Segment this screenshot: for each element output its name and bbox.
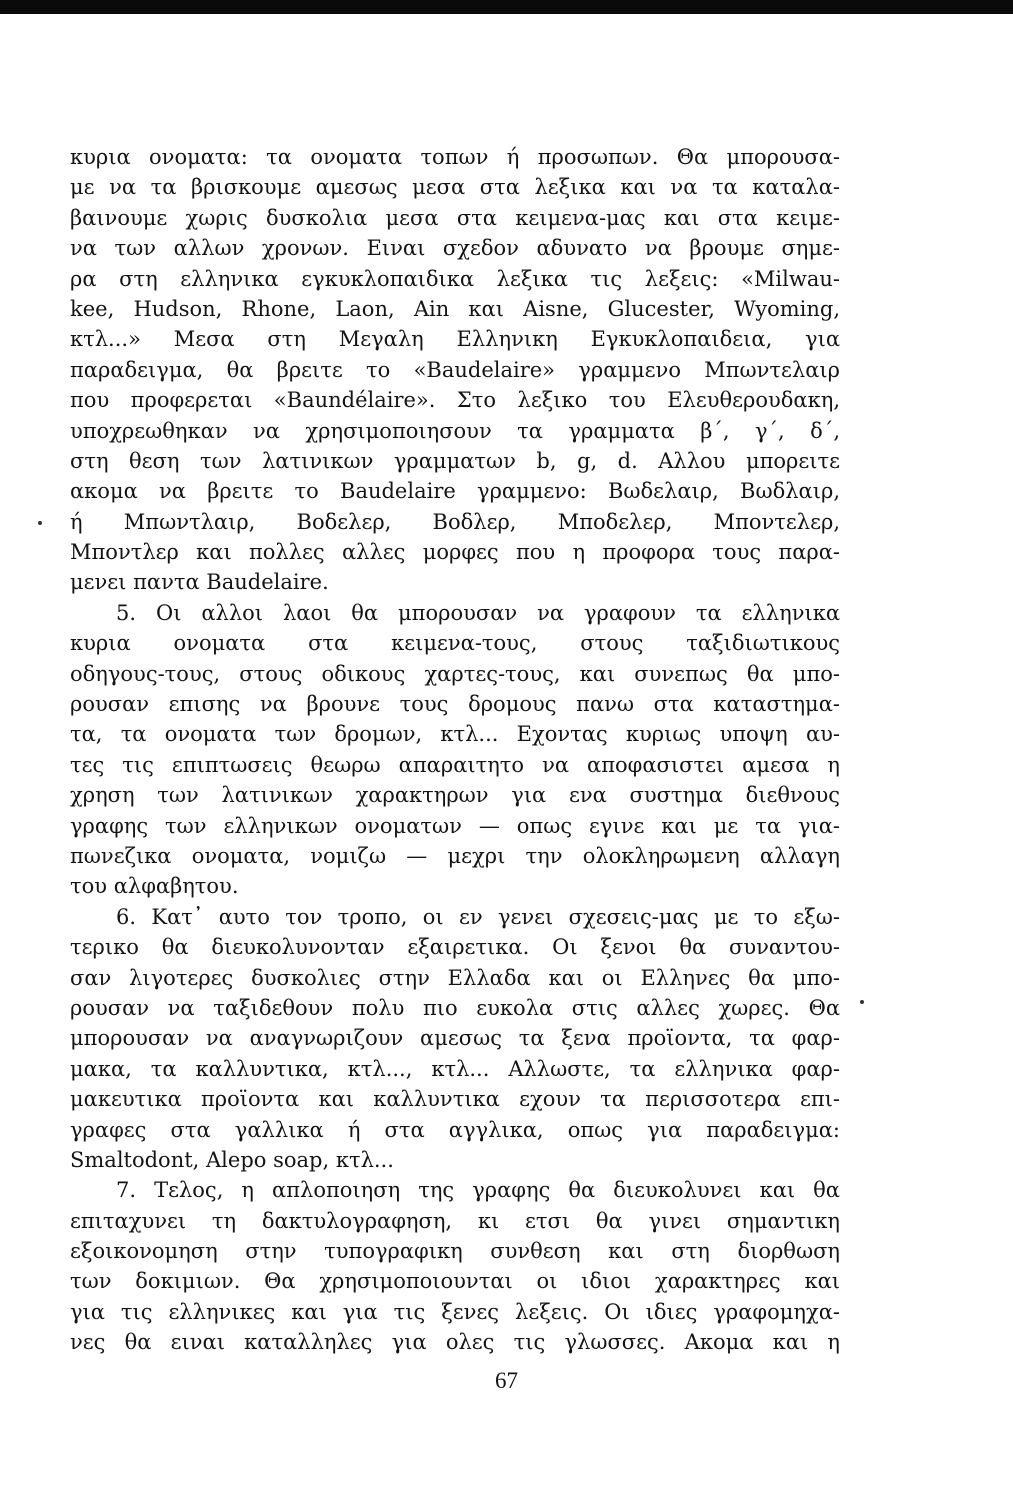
text-line: ρουσαν επισης να βρουνε τους δρομους πανω στα καταστημα-	[70, 692, 840, 717]
text-line: ή Μπωντλαιρ, Βοδελερ, Βοδλερ, Μποδελερ, Μποντελερ,	[70, 509, 840, 534]
text-line: Μποντλερ και πολλες αλλες μορφες που η προφορα τους παρα-	[70, 540, 840, 565]
text-line: χρηση των λατινικων χαρακτηρων για ενα συστημα διεθνους	[70, 783, 840, 808]
text-line: στη θεση των λατινικων γραμματων b, g, d. Αλλου μπορειτε	[70, 448, 840, 473]
body-text	[70, 142, 840, 1358]
margin-dot-left	[38, 521, 42, 525]
text-line: των δοκιμιων. Θα χρησιμοποιουνται οι ιδιοι χαρακτηρες και	[70, 1269, 840, 1294]
text-line: του αλφαβητου.	[70, 874, 239, 899]
text-line: παραδειγμα, θα βρειτε το «Baudelaire» γραμμενο Μπωντελαιρ	[70, 357, 840, 382]
text-line: με να τα βρισκουμε αμεσως μεσα στα λεξικα και να τα καταλα-	[70, 175, 840, 200]
text-line: επιταχυνει τη δακτυλογραφηση, κι ετσι θα γινει σημαντικη	[70, 1208, 840, 1233]
text-line: να των αλλων χρονων. Ειναι σχεδον αδυνατο να βρουμε σημε-	[70, 236, 840, 261]
text-line: υποχρεωθηκαν να χρησιμοποιησουν τα γραμματα β΄, γ΄, δ΄,	[70, 418, 840, 443]
margin-dot-right	[860, 1000, 864, 1004]
paragraph-7-start: 7. Τελος, η απλοποιηση της γραφης θα διευκολυνει και θα	[116, 1178, 840, 1203]
text-line: ρουσαν να ταξιδεθουν πολυ πιο ευκολα στις αλλες χωρες. Θα	[70, 995, 840, 1020]
page-top-border	[0, 0, 1013, 14]
text-line: kee, Hudson, Rhone, Laon, Ain και Aisne, Glucester, Wyoming,	[70, 296, 840, 321]
text-line: πωνεζικα ονοματα, νομιζω — μεχρι την ολοκληρωμενη αλλαγη	[70, 843, 840, 868]
text-line: ακομα να βρειτε το Baudelaire γραμμενο: Βωδελαιρ, Βωδλαιρ,	[70, 479, 840, 504]
text-line: μπορουσαν να αναγνωριζουν αμεσως τα ξενα προϊοντα, τα φαρ-	[70, 1026, 840, 1051]
text-line: βαινουμε χωρις δυσκολια μεσα στα κειμενα-μας και στα κειμε-	[70, 205, 840, 230]
text-line: εξοικονομηση στην τυπογραφικη συνθεση και στη διορθωση	[70, 1239, 840, 1264]
text-line: σαν λιγοτερες δυσκολιες στην Ελλαδα και οι Ελληνες θα μπο-	[70, 965, 840, 990]
text-line: γραφης των ελληνικων ονοματων — οπως εγινε και με τα για-	[70, 813, 840, 838]
text-line: γραφες στα γαλλικα ή στα αγγλικα, οπως για παραδειγμα:	[70, 1117, 840, 1142]
paragraph-5-start: 5. Οι αλλοι λαοι θα μπορουσαν να γραφουν τα ελληνικα	[116, 600, 840, 625]
text-line: νες θα ειναι καταλληλες για ολες τις γλωσσες. Ακομα και η	[70, 1330, 840, 1355]
text-line: κυρια ονοματα: τα ονοματα τοπων ή προσωπων. Θα μπορουσα-	[70, 145, 840, 169]
page-number: 67	[495, 1368, 518, 1393]
text-line: ρα στη ελληνικα εγκυκλοπαιδικα λεξικα τις λεξεις: «Milwau-	[70, 266, 840, 291]
text-line: μακα, τα καλλυντικα, κτλ..., κτλ... Αλλωστε, τα ελληνικα φαρ-	[70, 1056, 840, 1081]
text-line: μακευτικα προϊοντα και καλλυντικα εχουν τα περισσοτερα επι-	[70, 1087, 840, 1112]
text-line: τερικο θα διευκολυνονταν εξαιρετικα. Οι ξενοι θα συναντου-	[70, 935, 840, 960]
paragraph-6-start: 6. Κατ᾽ αυτο τον τροπο, οι εν γενει σχεσεις-μας με το εξω-	[116, 904, 840, 929]
text-line: οδηγους-τους, στους οδικους χαρτες-τους, και συνεπως θα μπο-	[70, 661, 840, 686]
text-line: κτλ...» Μεσα στη Μεγαλη Ελληνικη Εγκυκλοπαιδεια, για	[70, 327, 840, 352]
text-line: Smaltodont, Alepo soap, κτλ...	[70, 1147, 394, 1172]
text-line: για τις ελληνικες και για τις ξενες λεξεις. Οι ιδιες γραφομηχα-	[70, 1299, 840, 1324]
text-line: μενει παντα Baudelaire.	[70, 570, 329, 595]
text-line: που προφερεται «Baundélaire». Στο λεξικο του Ελευθερουδακη,	[70, 388, 840, 413]
text-line: τες τις επιπτωσεις θεωρω απαραιτητο να αποφασιστει αμεσα η	[70, 752, 840, 777]
text-line: τα, τα ονοματα των δρομων, κτλ... Εχοντας κυριως υποψη αυ-	[70, 722, 840, 747]
text-line: κυρια ονοματα στα κειμενα-τους, στους ταξιδιωτικους	[70, 631, 840, 656]
